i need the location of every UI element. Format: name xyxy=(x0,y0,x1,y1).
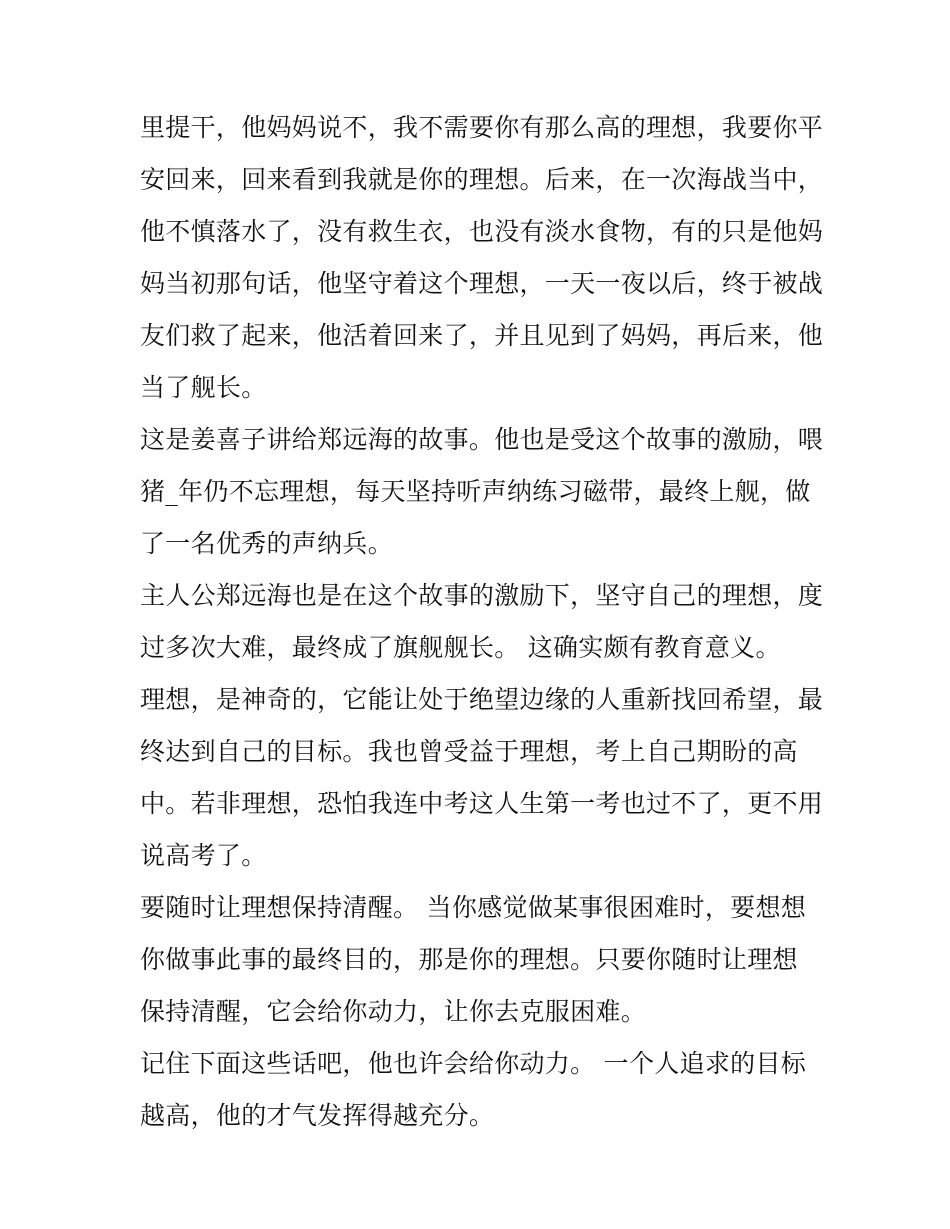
text-line: 妈当初那句话，他坚守着这个理想，一天一夜以后，终于被战 xyxy=(140,269,824,298)
text-line: 保持清醒，它会给你动力，让你去克服困难。 xyxy=(140,997,647,1026)
text-line: 友们救了起来，他活着回来了，并且见到了妈妈，再后来，他 xyxy=(140,321,824,350)
text-line: 主人公郑远海也是在这个故事的激励下，坚守自己的理想，度 xyxy=(140,581,824,610)
paragraph-3 xyxy=(140,570,824,674)
text-line: 了一名优秀的声纳兵。 xyxy=(140,529,394,558)
text-line: 中。若非理想，恐怕我连中考这人生第一考也过不了，更不用 xyxy=(140,789,824,818)
text-line: 你做事此事的最终目的，那是你的理想。只要你随时让理想 xyxy=(140,945,798,974)
text-line: 理想，是神奇的，它能让处于绝望边缘的人重新找回希望，最 xyxy=(140,685,824,714)
text-line: 记住下面这些话吧，他也许会给你动力。 一个人追求的目标 xyxy=(140,1049,807,1078)
text-line: 猪_年仍不忘理想，每天坚持听声纳练习磁带，最终上舰，做 xyxy=(140,477,811,506)
text-line: 当了舰长。 xyxy=(140,373,267,402)
document-body xyxy=(140,102,824,1142)
paragraph-4 xyxy=(140,674,824,882)
paragraph-6 xyxy=(140,1038,816,1142)
text-line: 终达到自己的目标。我也曾受益于理想，考上自己期盼的高 xyxy=(140,737,798,766)
text-line: 说高考了。 xyxy=(140,841,267,870)
text-line: 这是姜喜子讲给郑远海的故事。他也是受这个故事的激励，喂 xyxy=(140,425,824,454)
paragraph-2 xyxy=(140,414,824,570)
text-line: 要随时让理想保持清醒。 当你感觉做某事很困难时，要想想 xyxy=(140,893,807,922)
paragraph-5 xyxy=(140,882,816,1038)
text-line: 过多次大难，最终成了旗舰舰长。 这确实颇有教育意义。 xyxy=(140,633,781,662)
text-line: 他不慎落水了，没有救生衣，也没有淡水食物，有的只是他妈 xyxy=(140,217,824,246)
text-line: 里提干，他妈妈说不，我不需要你有那么高的理想，我要你平 xyxy=(140,113,824,142)
text-line: 越高，他的才气发挥得越充分。 xyxy=(140,1101,495,1130)
text-line: 安回来，回来看到我就是你的理想。后来，在一次海战当中， xyxy=(140,165,824,194)
paragraph-1 xyxy=(140,102,824,414)
